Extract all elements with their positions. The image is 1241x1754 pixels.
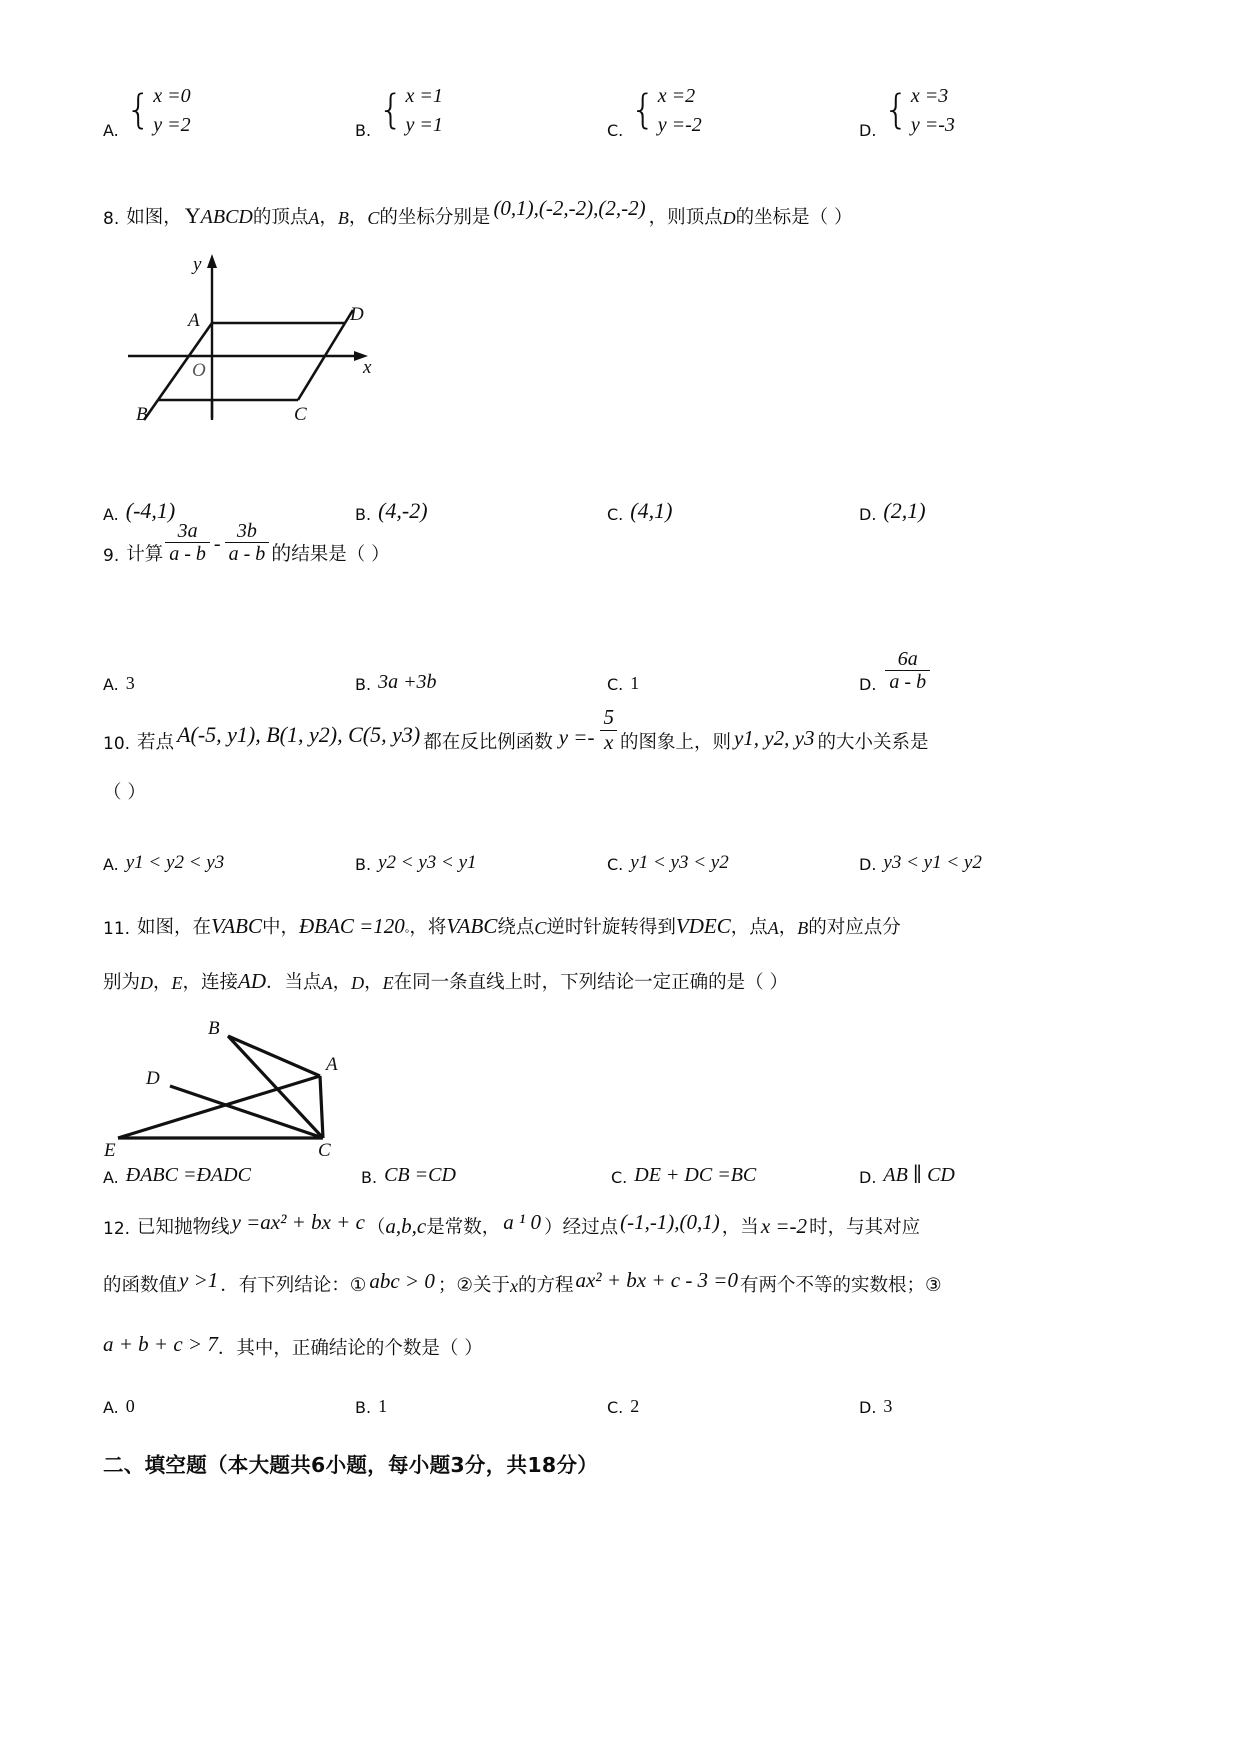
- q12-option-d-label: D.: [859, 1398, 877, 1417]
- q11-comma-3: ，: [332, 972, 352, 993]
- q11-comma-4: ，: [364, 972, 383, 993]
- q7-option-c-y: y =-2: [657, 114, 702, 136]
- q12-parabola-equation: y =ax² + bx + c: [231, 1210, 365, 1234]
- q12-text-3b: ．其中，正确结论的个数是（ ）: [217, 1338, 483, 1359]
- q9-text-2: 的: [271, 540, 292, 565]
- q11-point-a-2: A: [321, 973, 333, 993]
- q9-fraction-2-denominator: a - b: [225, 542, 270, 565]
- q10-option-b-label: B.: [355, 855, 372, 874]
- brace-icon: {: [125, 87, 152, 134]
- q12-text-2a: 的函数值: [103, 1275, 178, 1296]
- q12-option-c-value: 2: [630, 1396, 640, 1416]
- q8-text-2: 的顶点: [252, 207, 309, 228]
- q12-stem-line3: [103, 1332, 483, 1360]
- q9-text-3: 结果是（ ）: [291, 543, 390, 565]
- q12-y-value: y >1: [179, 1268, 219, 1292]
- q11-comma: ，: [778, 917, 798, 938]
- q12-options-row: [103, 1396, 1143, 1417]
- q11-options-row: [103, 1162, 1143, 1187]
- q9-stem: [103, 520, 390, 566]
- q12-x-variable: x: [509, 1276, 518, 1296]
- q12-passing-points: (-1,-1),(0,1): [620, 1210, 720, 1234]
- q8-text-3: 的坐标分别是: [379, 207, 491, 228]
- q11-point-a: A: [767, 918, 779, 938]
- q12-equation-2: ax² + bx + c - 3 =0: [575, 1268, 738, 1292]
- q9-option-a[interactable]: [103, 673, 355, 694]
- q10-text-3: 的图象上，则: [619, 732, 731, 754]
- q12-option-b[interactable]: [355, 1396, 607, 1417]
- q11-number: 11.: [103, 919, 131, 939]
- q7-option-a[interactable]: [103, 82, 355, 140]
- brace-icon: {: [630, 87, 656, 134]
- q12-text-1d: ）经过点: [544, 1217, 619, 1238]
- q8-option-b[interactable]: [355, 498, 607, 524]
- q10-option-c-label: C.: [607, 855, 624, 874]
- q7-option-b-y: y =1: [405, 114, 443, 136]
- q12-text-1f: 时，与其对应: [809, 1217, 921, 1238]
- y-axis-arrow-icon: [207, 254, 217, 268]
- q10-function-denominator: x: [600, 730, 617, 755]
- q11-text-1c: ，将: [409, 917, 447, 938]
- q8-option-d-value: (2,1): [883, 498, 926, 523]
- q7-option-b[interactable]: [355, 82, 607, 140]
- q9-option-c[interactable]: [607, 673, 859, 694]
- q12-text-1c: 是常数，: [426, 1217, 501, 1238]
- q8-option-c[interactable]: [607, 498, 859, 524]
- q7-option-b-x: x =1: [405, 85, 443, 107]
- q8-figure-parallelogram: [100, 248, 400, 433]
- rotated-triangle-svg: [98, 1018, 428, 1158]
- q10-number: 10.: [103, 734, 131, 755]
- q10-function-lhs: y =-: [558, 725, 595, 750]
- q10-text-5: （ ）: [103, 782, 146, 803]
- q11-text-1d: 绕点: [497, 917, 535, 938]
- q12-stem-line1: [103, 1210, 920, 1239]
- q8-option-a-label: A.: [103, 505, 119, 524]
- q10-text-2: 都在反比例函数: [423, 732, 553, 754]
- q7-option-d[interactable]: [859, 82, 955, 140]
- q9-number: 9.: [103, 545, 120, 566]
- q10-stem-line1: [103, 706, 928, 754]
- q12-text-1b: （: [366, 1217, 386, 1238]
- q11-text-1f: ，点: [730, 917, 768, 938]
- q7-options-row: [103, 82, 1143, 140]
- q7-option-a-cases: [126, 82, 191, 140]
- q12-option-a[interactable]: [103, 1396, 355, 1417]
- q11-option-c-label: C.: [611, 1168, 628, 1187]
- q11-option-a[interactable]: [103, 1164, 361, 1187]
- q7-option-b-cases: [378, 82, 443, 140]
- q9-option-d-denominator: a - b: [885, 670, 930, 693]
- q9-option-a-value: 3: [125, 672, 135, 693]
- q10-option-d-value: y3 < y1 < y2: [883, 852, 982, 873]
- q8-option-d-label: D.: [859, 505, 877, 524]
- q11-point-c: C: [534, 918, 547, 938]
- q11-text-1e: 逆时针旋转得到: [546, 917, 676, 938]
- q8-vertex-b: B: [337, 208, 349, 228]
- q11-text-1b: 中，: [262, 917, 300, 938]
- label-A: A: [326, 1054, 338, 1075]
- q10-option-a-value: y1 < y2 < y3: [125, 852, 225, 873]
- q12-option-b-label: B.: [355, 1398, 372, 1417]
- q7-option-d-cases: [883, 82, 955, 140]
- q7-option-c-label: C.: [607, 121, 624, 140]
- q8-comma-1: ，: [319, 207, 338, 228]
- q11-text-2c: ．当点: [266, 972, 322, 993]
- section-2-heading: 二、填空题（本大题共6小题，每小题3分，共18分）: [103, 1453, 599, 1477]
- q10-stem-line2: [103, 778, 146, 804]
- label-D: D: [146, 1068, 160, 1089]
- q11-angle-bac: ÐBAC =120: [299, 914, 405, 938]
- q7-option-c[interactable]: [607, 82, 859, 140]
- label-B: B: [136, 404, 148, 425]
- q10-function-fraction: [599, 706, 618, 754]
- q10-option-c-value: y1 < y3 < y2: [630, 852, 729, 873]
- q9-option-a-label: A.: [103, 674, 119, 694]
- q11-option-d-value: AB ∥ CD: [883, 1164, 955, 1186]
- q11-point-d-2: D: [351, 973, 365, 993]
- q10-option-d-label: D.: [859, 855, 877, 874]
- brace-icon: {: [378, 87, 404, 134]
- q7-option-b-label: B.: [355, 121, 372, 140]
- q12-text-2e: 有两个不等的实数根；③: [739, 1275, 942, 1296]
- q12-text-2b: ．有下列结论：①: [220, 1275, 367, 1296]
- q8-text-1: 如图，: [126, 207, 182, 228]
- q9-fraction-1-numerator: 3a: [177, 520, 198, 542]
- q11-segment-ad: AD: [238, 969, 267, 993]
- label-D: D: [350, 304, 364, 325]
- q7-option-c-x: x =2: [657, 85, 696, 107]
- q11-text-2d: 在同一条直线上时，下列结论一定正确的是（ ）: [393, 972, 788, 993]
- q10-options-row: [103, 852, 1143, 874]
- q8-comma-2: ，: [348, 207, 368, 228]
- label-E: E: [104, 1140, 116, 1158]
- label-B: B: [208, 1018, 220, 1039]
- q11-option-a-label: A.: [103, 1168, 119, 1187]
- q12-option-d[interactable]: [859, 1396, 892, 1417]
- label-A: A: [188, 310, 200, 331]
- q11-point-d: D: [140, 973, 154, 993]
- q11-option-b[interactable]: [361, 1164, 611, 1187]
- q11-option-b-value: CB =CD: [384, 1164, 456, 1186]
- q12-stem-line2: [103, 1268, 942, 1297]
- q8-number: 8.: [103, 209, 120, 229]
- q9-option-d-numerator: 6a: [897, 648, 918, 670]
- q10-option-c[interactable]: [607, 852, 859, 874]
- q10-option-a[interactable]: [103, 852, 355, 874]
- q11-point-b: B: [797, 918, 809, 938]
- q12-text-2d: 的方程: [517, 1275, 574, 1296]
- q9-minus-operator: -: [213, 532, 221, 555]
- q12-conclusion-3: a + b + c > 7: [103, 1332, 218, 1356]
- q11-stem-line2: [103, 968, 788, 994]
- q9-option-d-fraction: [885, 648, 930, 694]
- q8-coordinates: (0,1),(-2,-2),(2,-2): [493, 196, 646, 220]
- q9-option-c-label: C.: [607, 674, 624, 694]
- q11-degree-symbol: ◦: [404, 923, 410, 938]
- label-C: C: [318, 1140, 331, 1158]
- q12-number: 12.: [103, 1219, 131, 1239]
- q11-option-c-value: DE + DC =BC: [634, 1164, 757, 1186]
- q7-option-d-label: D.: [859, 121, 877, 140]
- label-y-axis: y: [193, 254, 202, 275]
- q12-text-2c: ；②关于: [437, 1275, 510, 1296]
- q11-stem-line1: [103, 913, 901, 939]
- q11-figure-rotated-triangle: [98, 1018, 428, 1158]
- q8-stem: [103, 196, 853, 229]
- label-O: O: [192, 360, 206, 381]
- q10-function-numerator: 5: [603, 705, 614, 729]
- q8-option-c-value: (4,1): [630, 498, 673, 523]
- q11-text-1g: 的对应点分: [808, 917, 901, 938]
- q11-text-1: 如图，在: [137, 917, 212, 938]
- q8-vertex-a: A: [308, 208, 320, 228]
- segment-DC: [298, 323, 345, 400]
- q10-option-b-value: y2 < y3 < y1: [378, 852, 477, 873]
- q11-text-2b: ，连接: [182, 972, 239, 993]
- q12-option-a-value: 0: [125, 1396, 135, 1416]
- q8-option-a-value: (-4,1): [125, 498, 176, 523]
- q11-text-2a: 别为: [103, 972, 141, 993]
- q12-text-1e: ，当: [721, 1217, 759, 1238]
- q8-vertex-c: C: [367, 208, 380, 228]
- q7-option-a-y: y =2: [153, 114, 191, 136]
- q9-option-b-value: 3a +3b: [378, 670, 437, 693]
- q11-triangle-abc: VABC: [211, 914, 262, 938]
- segment-AC: [320, 1076, 323, 1138]
- q10-text-1: 若点: [137, 732, 175, 754]
- q9-option-c-value: 1: [630, 672, 640, 693]
- q12-constants: a,b,c: [385, 1214, 427, 1238]
- parallelogram-svg: [100, 248, 400, 433]
- parallelogram-symbol: Y: [184, 203, 201, 228]
- q11-triangle-dec: VDEC: [675, 914, 731, 938]
- q9-option-b-label: B.: [355, 674, 372, 694]
- q9-option-d-label: D.: [859, 674, 877, 694]
- q7-option-d-x: x =3: [910, 85, 949, 107]
- q8-quad-name: ABCD: [200, 206, 253, 228]
- q11-triangle-abc-2: VABC: [446, 914, 498, 938]
- q8-option-d[interactable]: [859, 498, 926, 524]
- q9-options-row: [103, 648, 1143, 694]
- brace-icon: {: [883, 87, 909, 134]
- q12-option-a-label: A.: [103, 1398, 119, 1417]
- q7-option-c-cases: [630, 82, 702, 140]
- q7-option-d-y: y =-3: [910, 114, 955, 136]
- q8-text-4: ，则顶点: [648, 207, 723, 228]
- q11-option-d-label: D.: [859, 1168, 877, 1187]
- q10-option-d[interactable]: [859, 852, 982, 874]
- q12-text-1a: 已知抛物线: [137, 1217, 230, 1238]
- q10-points: A(-5, y1), B(1, y2), C(5, y3): [177, 722, 421, 748]
- q8-option-b-label: B.: [355, 505, 372, 524]
- q8-vertex-d: D: [722, 208, 736, 228]
- q10-option-a-label: A.: [103, 855, 119, 874]
- q9-fraction-2: [225, 520, 270, 566]
- q9-fraction-2-numerator: 3b: [236, 520, 257, 542]
- q8-option-b-value: (4,-2): [378, 498, 428, 523]
- q11-option-b-label: B.: [361, 1168, 378, 1187]
- q11-option-d[interactable]: [859, 1162, 955, 1187]
- q9-fraction-1: [165, 520, 210, 566]
- q12-option-b-value: 1: [378, 1396, 388, 1416]
- q10-text-4: 的大小关系是: [817, 732, 929, 754]
- q8-text-5: 的坐标是（ ）: [735, 207, 853, 228]
- q9-fraction-1-denominator: a - b: [165, 542, 210, 565]
- q7-option-a-label: A.: [103, 121, 119, 140]
- q11-option-a-value: ÐABC =ÐADC: [125, 1164, 251, 1186]
- q12-option-d-value: 3: [883, 1396, 893, 1416]
- q7-option-a-x: x =0: [153, 85, 191, 107]
- q11-point-e-2: E: [382, 973, 394, 993]
- q10-option-b[interactable]: [355, 852, 607, 874]
- q12-option-c[interactable]: [607, 1396, 859, 1417]
- label-C: C: [294, 404, 307, 425]
- q12-option-c-label: C.: [607, 1398, 624, 1417]
- q12-x-value: x =-2: [760, 1214, 808, 1238]
- label-x-axis: x: [363, 357, 372, 378]
- q10-variables: y1, y2, y3: [733, 726, 815, 751]
- q9-option-d[interactable]: [859, 648, 932, 694]
- q11-comma-2: ，: [153, 972, 172, 993]
- q8-option-c-label: C.: [607, 505, 624, 524]
- q11-option-c[interactable]: [611, 1164, 859, 1187]
- segment-BA: [228, 1036, 320, 1076]
- q12-condition: a ¹ 0: [503, 1210, 542, 1234]
- q9-option-b[interactable]: [355, 671, 607, 694]
- q12-conclusion-1: abc > 0: [369, 1269, 435, 1293]
- q9-text-1: 计算: [126, 543, 164, 565]
- q11-point-e: E: [171, 973, 183, 993]
